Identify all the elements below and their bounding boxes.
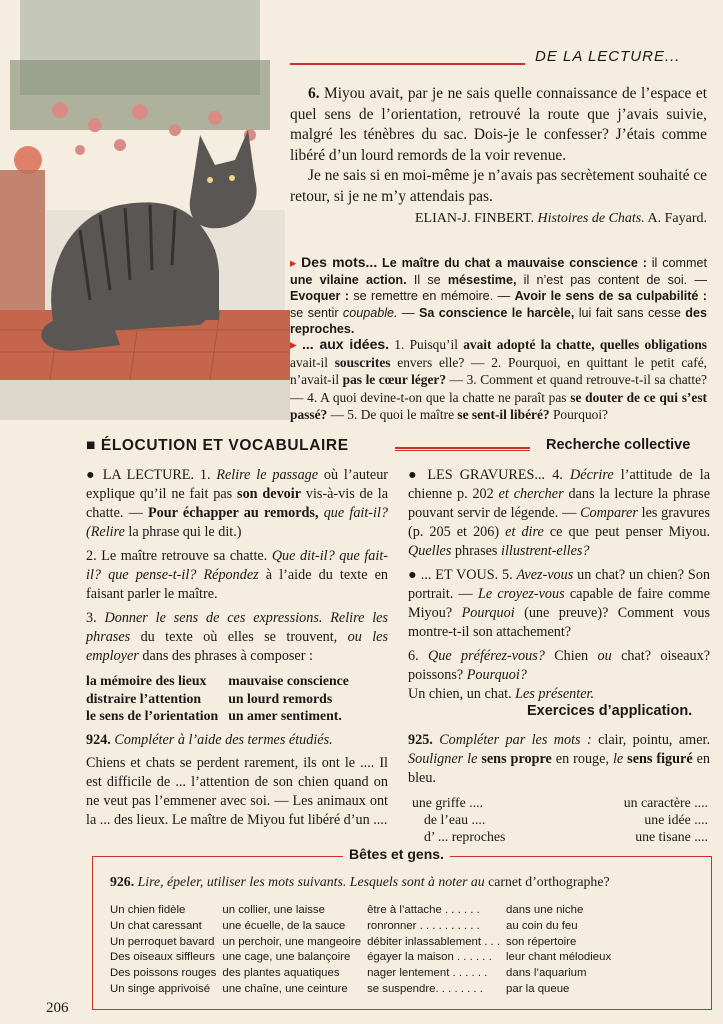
page-header-title: DE LA LECTURE... xyxy=(535,48,681,65)
passage-para-2: Je ne sais si en moi-même je n’avais pas secrètement souhaité ce retour, si je ne m’y attendais pas. xyxy=(290,167,707,205)
exercise-text: clair, pointu, amer. xyxy=(591,732,710,748)
vocab-term: un lourd remords xyxy=(228,690,333,706)
exercise-number: 924. xyxy=(86,732,111,748)
q-text: où l’auteur explique qu’il ne fait pas xyxy=(86,467,389,502)
des-mots-text: — xyxy=(397,305,419,320)
des-mots-term: mésestime, xyxy=(447,272,517,287)
des-mots-text: se remettre en mémoire. — xyxy=(348,289,515,303)
word-item: une chaîne, une ceinture xyxy=(222,982,348,995)
des-mots-term: Avoir le sens de sa culpabilité : xyxy=(514,289,707,303)
aux-idees-term: avait adopté la chatte, quelles obligations xyxy=(463,337,708,352)
des-mots-text: lui fait sans cesse xyxy=(574,305,686,320)
exercise-926-instructions xyxy=(110,874,705,890)
table-row xyxy=(110,935,617,951)
q-text: et chercher xyxy=(498,486,564,502)
arrow-icon: ▸ xyxy=(290,256,297,270)
q-text: Quelles xyxy=(408,543,452,559)
exercise-text: sens figuré xyxy=(623,751,693,767)
q-text: les gravures (p. 205 et 206) xyxy=(408,505,711,540)
exercise-item: une griffe .... xyxy=(412,795,484,810)
q-text: Pourquoi xyxy=(461,605,515,621)
citation-publisher: A. Fayard. xyxy=(647,211,707,226)
des-mots-term: coupable. xyxy=(342,305,398,320)
q-text: Pourquoi? xyxy=(466,667,527,683)
word-item: un collier, une laisse xyxy=(222,904,325,916)
q-text: Relire le passage xyxy=(216,467,319,483)
aux-idees-text: avait-il xyxy=(290,354,335,370)
aux-idees-text: — 3. Comment et quand retrouve-t-il sa chatte? — 4. A quoi devine-t-on que la chatte ne paraît pas xyxy=(290,372,707,405)
et-vous-label: ... ET VOUS. xyxy=(420,567,499,583)
q-text: du texte où elles se trouvent, xyxy=(130,629,348,645)
q2 xyxy=(86,547,388,604)
vocab-term: la mémoire des lieux xyxy=(86,673,207,688)
passage-citation xyxy=(290,209,707,230)
des-mots-text: il n’est pas content de soi. — xyxy=(516,272,707,287)
citation-author: ELIAN-J. FINBERT. xyxy=(414,211,535,226)
vocab-term: le sens de l’orientation xyxy=(86,708,219,723)
word-item: être à l’attache . . . . . . xyxy=(367,904,480,916)
exercise-title: Lire, épeler, utiliser les mots suivants. Lesquels sont à noter au xyxy=(134,874,485,889)
word-item: Des poissons rouges xyxy=(110,967,217,980)
page-number: 206 xyxy=(46,1000,69,1016)
q-text: Que dit-il? que fait-il? que pense-t-il? Répondez xyxy=(86,548,388,583)
q3 xyxy=(86,609,388,666)
section-rule xyxy=(395,447,530,451)
section-heading xyxy=(86,437,349,455)
exercise-text: en rouge, xyxy=(551,751,613,767)
reading-passage xyxy=(290,84,707,230)
aux-idees-text: envers elle? — 2. Pourquoi, en quittant le petit café, n’avait-il xyxy=(290,354,707,387)
word-item: des plantes aquatiques xyxy=(222,967,340,980)
des-mots-text: il commet xyxy=(646,256,707,270)
q-text: ce que peut penser Miyou. xyxy=(543,524,710,540)
q-text: 3. xyxy=(86,610,105,626)
aux-idees-term: se douter de ce qui s’est passé? xyxy=(290,389,708,422)
des-mots-heading: Des mots... xyxy=(301,254,378,270)
q-text: Le croyez-vous xyxy=(477,586,565,602)
aux-idees-term: pas le cœur léger? xyxy=(342,372,447,387)
q-text: capable de faire comme Miyou? xyxy=(408,586,711,621)
passage-para-1: Miyou avait, par je ne sais quelle connaissance de l’espace et quel sens de l’orientation, retrouvé la route que j’avais suivie, malgré les ténèbres du sac. Dois-je le confesser? J’étais comme libéré d’un lourd remords de la voir revenue. xyxy=(290,85,707,164)
word-item: leur chant mélodieux xyxy=(506,951,612,964)
exercise-item: une tisane .... xyxy=(635,829,708,844)
exercise-925 xyxy=(408,731,710,845)
table-row xyxy=(110,919,617,935)
exercise-title-end: carnet d’orthographe? xyxy=(484,874,610,889)
q-text: Donner le sens de ces expressions. Relire les phrases xyxy=(86,610,388,645)
exercise-text: Souligner le xyxy=(408,751,478,767)
word-item: Un singe apprivoisé xyxy=(110,982,211,995)
vocab-term: mauvaise conscience xyxy=(228,673,349,688)
q-text: Comparer xyxy=(580,505,638,521)
q4-gravures xyxy=(408,466,710,561)
vocab-table xyxy=(86,672,359,725)
q-text: 5. xyxy=(498,567,517,583)
exercise-924 xyxy=(86,731,388,830)
table-row xyxy=(86,707,359,725)
exercise-925-table xyxy=(408,794,708,845)
table-row xyxy=(110,950,617,966)
exercise-924-text: Chiens et chats se perdent rarement, ils ont le .... Il est difficile de ... l’attention de son chien quand on ne veut pas l’emmener avec soi. — Les animaux ont la ... des lieux. Le maître de Miyou fut libéré d’un .... xyxy=(86,755,388,828)
aux-idees-text: — 5. De quoi le maître xyxy=(327,407,458,422)
vocab-term: distraire l’attention xyxy=(86,690,202,706)
bullet-icon: ● xyxy=(86,467,97,483)
q-text: Les présenter. xyxy=(515,686,594,702)
des-mots-term: des reproches. xyxy=(290,305,707,336)
q-text: un chat? un chien? Son portrait. — xyxy=(408,567,711,602)
cat-illustration xyxy=(0,0,290,420)
table-row xyxy=(110,966,617,982)
q-text: Chien xyxy=(544,648,598,664)
des-mots-term: une vilaine action. xyxy=(290,272,407,287)
des-mots-term: Le maître du chat a mauvaise conscience : xyxy=(382,256,647,270)
table-row xyxy=(408,794,708,811)
aux-idees-block xyxy=(290,336,707,424)
exercise-text: en bleu. xyxy=(408,751,710,786)
q-text: 6. xyxy=(408,648,429,664)
des-mots-term: Evoquer : xyxy=(290,289,349,303)
word-item: par la queue xyxy=(506,982,570,995)
q-text: Avez-vous xyxy=(516,567,574,583)
exercices-heading: Exercices d’application. xyxy=(527,703,693,719)
aux-idees-term: souscrites xyxy=(334,354,391,370)
square-bullet-icon: ■ xyxy=(86,437,96,454)
exercise-title: Compléter à l’aide des termes étudiés. xyxy=(110,732,333,748)
exercise-number: 926. xyxy=(110,874,135,889)
exercise-item: de l’eau .... xyxy=(424,812,486,827)
word-item: Un perroquet bavard xyxy=(110,935,215,948)
q-text: l’attitude de la chienne p. 202 xyxy=(408,467,710,502)
q-text: et dire xyxy=(505,524,544,540)
table-row xyxy=(86,672,359,690)
exercise-item: un caractère .... xyxy=(623,795,708,810)
q-text: 4. xyxy=(545,467,571,483)
q-text: vis-à-vis de la chatte. — xyxy=(86,486,389,521)
word-item: nager lentement . . . . . . xyxy=(367,967,488,980)
q-text: dans la lecture la phrase pouvant servir de légende. — xyxy=(408,486,710,521)
q1-lecture xyxy=(86,466,388,542)
q-text: 1. xyxy=(194,467,217,483)
q-text: dans des phrases à composer : xyxy=(138,648,313,664)
word-item: Un chien fidèle xyxy=(110,904,186,916)
gravures-label: LES GRAVURES... xyxy=(427,467,546,483)
des-mots-term: Sa conscience le harcèle, xyxy=(418,305,575,320)
exercise-item: une idée .... xyxy=(644,812,708,827)
q-text: ou xyxy=(597,648,612,664)
q-text: la phrase qui le dit.) xyxy=(124,524,242,540)
word-item: ronronner . . . . . . . . . . xyxy=(367,919,480,932)
lecture-label: LA LECTURE. xyxy=(102,467,195,483)
exercise-title: Compléter par les mots : xyxy=(432,732,592,748)
word-item: dans une niche xyxy=(506,904,584,916)
word-item: débiter inlassablement . . . xyxy=(367,935,501,948)
word-item: au coin du feu xyxy=(506,919,578,932)
left-column xyxy=(86,466,388,725)
bullet-icon: ● xyxy=(408,567,417,583)
q-text: illustrent-elles? xyxy=(501,543,590,559)
word-item: se suspendre. . . . . . . . xyxy=(367,982,483,995)
word-item: son répertoire xyxy=(506,935,577,948)
word-item: égayer la maison . . . . . . xyxy=(367,951,492,964)
bullet-icon: ● xyxy=(408,467,421,483)
table-row xyxy=(408,828,708,845)
citation-work: Histoires de Chats. xyxy=(537,211,645,226)
word-item: une cage, une balançoire xyxy=(222,951,351,964)
recherche-collective-label: Recherche collective xyxy=(546,437,691,453)
table-row xyxy=(408,811,708,828)
q-text: chat? oiseaux? poissons? xyxy=(408,648,711,683)
passage-number: 6. xyxy=(308,85,320,102)
q-text: 2. Le maître retrouve sa chatte. xyxy=(86,548,272,564)
q-text: phrases xyxy=(451,543,501,559)
word-item: dans l’aquarium xyxy=(506,967,587,980)
q6 xyxy=(408,647,710,704)
q-text: ou les employer xyxy=(86,629,389,664)
header-rule xyxy=(285,63,525,65)
des-mots-text: Il se xyxy=(406,272,448,287)
table-row xyxy=(110,903,617,919)
box-title: Bêtes et gens. xyxy=(343,846,450,862)
q-text: (une preuve)? Comment vous montre-t-il son attachement? xyxy=(408,605,710,640)
q-text: Décrire xyxy=(570,467,614,483)
q5-et-vous xyxy=(408,566,710,642)
exercise-text: sens propre xyxy=(477,751,552,767)
q-text: Pour échapper au remords, xyxy=(148,505,319,521)
arrow-icon: ▸ xyxy=(290,337,297,352)
word-item: un perchoir, une mangeoire xyxy=(222,935,362,948)
aux-idees-term: se sent-il libéré? xyxy=(457,407,550,422)
exercise-number: 925. xyxy=(408,732,433,748)
word-list-table xyxy=(110,903,617,998)
table-row xyxy=(110,982,617,998)
word-item: Des oiseaux siffleurs xyxy=(110,951,215,964)
exercise-text: le xyxy=(612,751,624,767)
aux-idees-text: Pourquoi? xyxy=(549,407,609,422)
des-mots-block xyxy=(290,254,707,338)
exercise-item: d’ ... reproches xyxy=(424,829,506,844)
aux-idees-text: 1. Puisqu’il xyxy=(389,337,464,352)
word-item: une écuelle, de la sauce xyxy=(222,919,346,932)
q-text: à l’aide du texte en faisant parler le maître. xyxy=(86,567,388,602)
table-row xyxy=(86,690,359,708)
word-item: Un chat caressant xyxy=(110,919,202,932)
vocab-term: un amer sentiment. xyxy=(228,708,342,723)
q-text: Un chien, un chat. xyxy=(408,686,516,702)
aux-idees-heading: ... aux idées. xyxy=(301,336,390,352)
section-title: ÉLOCUTION ET VOCABULAIRE xyxy=(100,437,349,454)
q-text: Que préférez-vous? xyxy=(428,648,545,664)
q-text: que fait-il? (Relire xyxy=(86,505,389,540)
des-mots-text: se sentir xyxy=(290,305,343,320)
q-text: son devoir xyxy=(237,486,302,502)
right-column xyxy=(408,466,710,704)
